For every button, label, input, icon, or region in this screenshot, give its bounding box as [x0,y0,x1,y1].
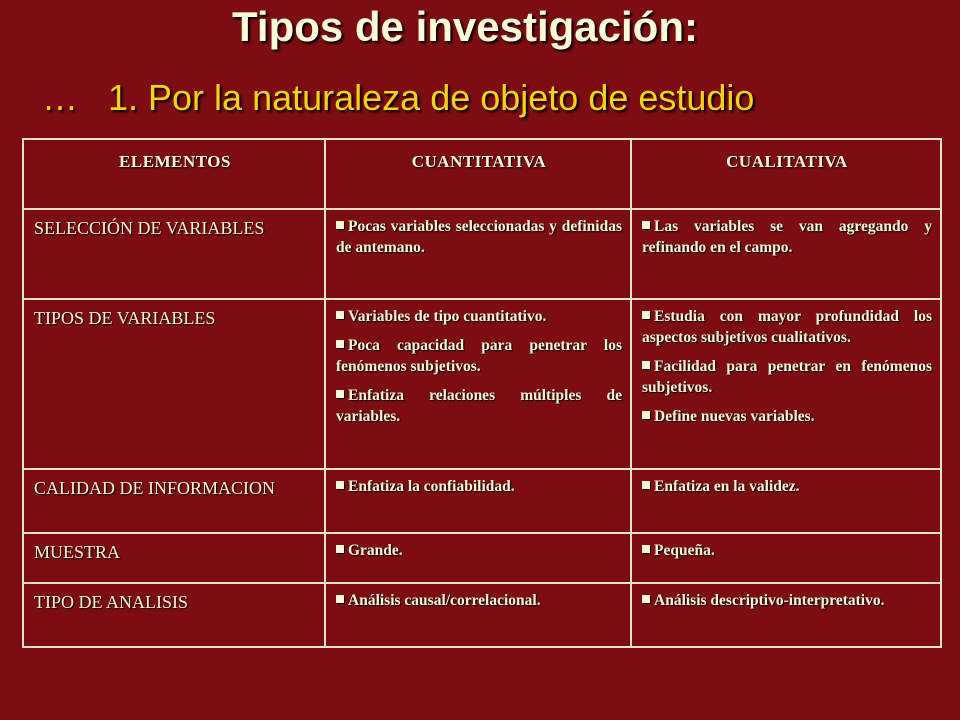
bullet-item [642,356,932,398]
cualitativa-cell [631,299,941,469]
table-row [23,469,941,533]
square-bullet-icon [336,595,344,603]
subtitle-ellipsis: … [42,77,78,118]
square-bullet-icon [336,221,344,229]
element-cell: TIPO DE ANALISIS [23,583,325,647]
bullet-text: Enfatiza relaciones múltiples de variables. [336,387,622,425]
bullet-text: Análisis descriptivo-interpretativo. [654,592,885,609]
bullet-item [642,216,932,258]
bullet-item [642,540,932,561]
cuantitativa-cell [325,583,631,647]
bullet-text: Las variables se van agregando y refinando en el campo. [642,218,932,256]
bullet-text: Grande. [348,542,403,559]
square-bullet-icon [336,340,344,348]
bullet-item [336,590,622,611]
header-elementos: ELEMENTOS [23,139,325,209]
cuantitativa-cell [325,209,631,299]
bullet-item [336,306,622,327]
square-bullet-icon [336,390,344,398]
cuantitativa-cell [325,299,631,469]
square-bullet-icon [642,595,650,603]
bullet-text: Enfatiza en la validez. [654,478,800,495]
bullet-item [336,385,622,427]
square-bullet-icon [642,545,650,553]
bullet-text: Poca capacidad para penetrar los fenómenos subjetivos. [336,337,622,375]
page-title: Tipos de investigación: [232,3,698,50]
bullet-item [642,476,932,497]
element-cell: MUESTRA [23,533,325,583]
cualitativa-cell [631,469,941,533]
bullet-text: Estudia con mayor profundidad los aspectos subjetivos cualitativos. [642,308,932,346]
table-row [23,583,941,647]
square-bullet-icon [642,311,650,319]
cuantitativa-cell [325,469,631,533]
header-cualitativa: CUALITATIVA [631,139,941,209]
table-body [23,209,941,647]
cuantitativa-cell [325,533,631,583]
element-cell: TIPOS DE VARIABLES [23,299,325,469]
table-row [23,299,941,469]
bullet-text: Pequeña. [654,542,715,559]
table-row [23,209,941,299]
square-bullet-icon [336,311,344,319]
square-bullet-icon [336,545,344,553]
bullet-text: Pocas variables seleccionadas y definidas de antemano. [336,218,622,256]
header-cuantitativa: CUANTITATIVA [325,139,631,209]
square-bullet-icon [642,481,650,489]
bullet-item [642,306,932,348]
table-header-row [23,139,941,209]
page-subtitle [42,76,754,120]
square-bullet-icon [642,361,650,369]
bullet-item [336,216,622,258]
bullet-item [336,476,622,497]
table-row [23,533,941,583]
bullet-item [642,590,932,611]
element-cell: CALIDAD DE INFORMACION [23,469,325,533]
bullet-item [336,540,622,561]
square-bullet-icon [642,411,650,419]
element-cell: SELECCIÓN DE VARIABLES [23,209,325,299]
comparison-table [22,138,942,648]
bullet-item [336,335,622,377]
bullet-text: Facilidad para penetrar en fenómenos subjetivos. [642,358,932,396]
cualitativa-cell [631,209,941,299]
bullet-text: Variables de tipo cuantitativo. [348,308,547,325]
square-bullet-icon [642,221,650,229]
cualitativa-cell [631,583,941,647]
bullet-text: Análisis causal/correlacional. [348,592,541,609]
bullet-text: Enfatiza la confiabilidad. [348,478,515,495]
square-bullet-icon [336,481,344,489]
bullet-item [642,406,932,427]
subtitle-text: 1. Por la naturaleza de objeto de estudio [108,77,755,118]
cualitativa-cell [631,533,941,583]
bullet-text: Define nuevas variables. [654,408,815,425]
